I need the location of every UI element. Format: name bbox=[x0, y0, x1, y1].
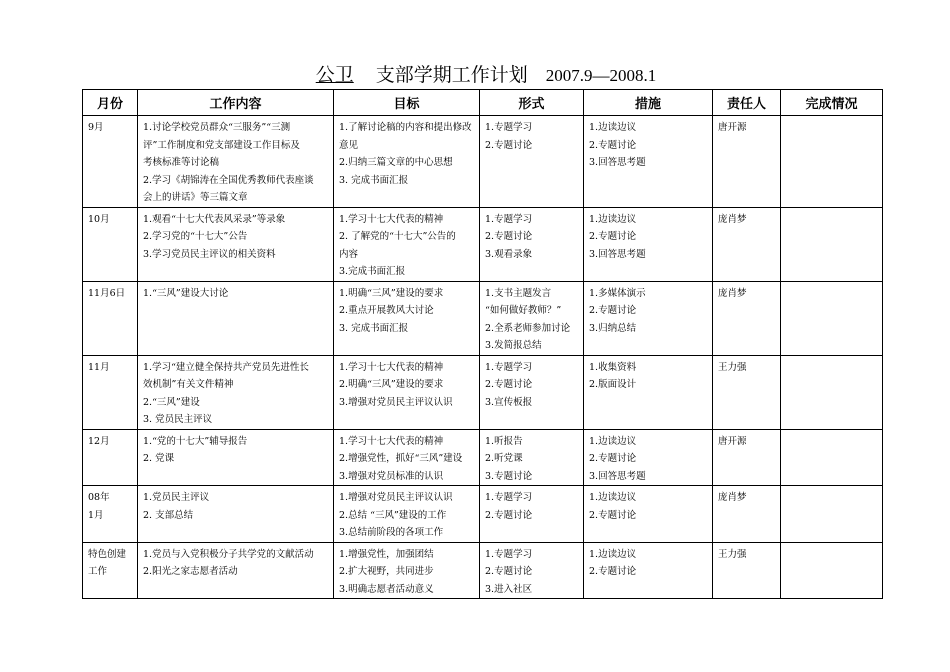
cell-line: 2.听党课 bbox=[485, 453, 523, 464]
cell-line: 庞肖梦 bbox=[718, 287, 747, 299]
cell-content bbox=[138, 116, 334, 208]
cell-line: 2.增强党性，抓好“三风”建设 bbox=[339, 453, 463, 464]
cell-line: 1.增强对党员民主评议认识 bbox=[339, 492, 453, 503]
table-row bbox=[83, 207, 883, 281]
cell-goal bbox=[334, 542, 480, 599]
cell-line: 庞肖梦 bbox=[718, 213, 747, 225]
cell-line: 1.支书主题发言 bbox=[485, 287, 552, 299]
cell-line: 2.总结 “三风”建设的工作 bbox=[339, 509, 447, 521]
page-title bbox=[0, 64, 950, 87]
title-department: 公卫 bbox=[315, 64, 354, 86]
cell-line: 2. 支部总结 bbox=[143, 509, 194, 521]
cell-line: 2.阳光之家志愿者活动 bbox=[143, 566, 238, 577]
cell-line: 1.明确“三风”建设的要求 bbox=[339, 287, 444, 299]
cell-line: 工作 bbox=[88, 566, 108, 577]
cell-line: 3.观看录象 bbox=[485, 248, 533, 260]
cell-line: 2.全系老师参加讨论 bbox=[485, 322, 571, 334]
header-goal: 目标 bbox=[334, 90, 480, 116]
cell-line: 会上的讲话》等三篇文章 bbox=[143, 192, 248, 203]
cell-owner bbox=[713, 281, 781, 355]
cell-form bbox=[480, 542, 584, 599]
cell-content bbox=[138, 486, 334, 543]
cell-line: 2.专题讨论 bbox=[485, 379, 533, 390]
cell-line: 1.学习“建立健全保持共产党员先进性长 bbox=[143, 361, 309, 373]
work-plan-table bbox=[82, 89, 883, 599]
cell-goal bbox=[334, 281, 480, 355]
cell-line: 1.边读边议 bbox=[589, 492, 637, 503]
cell-line: 3.明确志愿者活动意义 bbox=[339, 583, 434, 595]
cell-line: 1.专题学习 bbox=[485, 361, 533, 373]
cell-goal bbox=[334, 116, 480, 208]
cell-goal bbox=[334, 207, 480, 281]
cell-measure bbox=[584, 429, 713, 486]
cell-status bbox=[781, 207, 883, 281]
cell-owner bbox=[713, 116, 781, 208]
cell-line: 2.专题讨论 bbox=[485, 231, 533, 242]
table-row bbox=[83, 116, 883, 208]
cell-month bbox=[83, 542, 138, 599]
cell-line: 1.学习十七大代表的精神 bbox=[339, 213, 444, 225]
cell-line: 意见 bbox=[339, 139, 359, 151]
table-body bbox=[83, 116, 883, 599]
cell-content bbox=[138, 207, 334, 281]
cell-form bbox=[480, 486, 584, 543]
cell-line: 2.学习《胡锦涛在全国优秀教师代表座谈 bbox=[143, 174, 314, 186]
cell-line: 1.专题学习 bbox=[485, 213, 533, 225]
cell-line: 3.回答思考题 bbox=[589, 470, 646, 482]
cell-line: 1.收集资料 bbox=[589, 361, 637, 373]
cell-line: 3.归纳总结 bbox=[589, 322, 637, 334]
cell-line: 2.专题讨论 bbox=[589, 231, 637, 242]
cell-line: 10月 bbox=[88, 213, 110, 225]
cell-content bbox=[138, 429, 334, 486]
cell-line: 王力强 bbox=[718, 548, 747, 560]
table-row bbox=[83, 281, 883, 355]
cell-line: 2.学习党的“十七大”公告 bbox=[143, 231, 248, 242]
cell-line: 2. 了解党的“十七大”公告的 bbox=[339, 231, 456, 242]
cell-line: 1.增强党性，加强团结 bbox=[339, 548, 434, 560]
cell-line: 3.总结前阶段的各项工作 bbox=[339, 527, 444, 538]
cell-line: 1.学习十七大代表的精神 bbox=[339, 361, 444, 373]
cell-line: 1月 bbox=[88, 509, 104, 521]
cell-content bbox=[138, 281, 334, 355]
cell-status bbox=[781, 486, 883, 543]
cell-measure bbox=[584, 207, 713, 281]
cell-line: 3.增强对党员民主评议认识 bbox=[339, 396, 453, 408]
cell-month bbox=[83, 116, 138, 208]
cell-form bbox=[480, 429, 584, 486]
cell-month bbox=[83, 355, 138, 429]
cell-line: 1.讨论学校党员群众“三服务”“三测 bbox=[143, 122, 291, 133]
cell-line: “如何做好教师？” bbox=[485, 305, 562, 316]
cell-line: 庞肖梦 bbox=[718, 492, 747, 503]
cell-form bbox=[480, 207, 584, 281]
cell-line: 3.回答思考题 bbox=[589, 157, 646, 168]
cell-line: 1.“党的十七大”辅导报告 bbox=[143, 435, 248, 447]
cell-line: 3.学习党员民主评议的相关资料 bbox=[143, 248, 276, 260]
cell-status bbox=[781, 355, 883, 429]
cell-line: 内容 bbox=[339, 248, 359, 260]
cell-line: 1.了解讨论稿的内容和提出修改 bbox=[339, 122, 472, 133]
cell-line: 2.版面设计 bbox=[589, 379, 637, 390]
cell-line: 2.“三风”建设 bbox=[143, 396, 200, 408]
cell-line: 王力强 bbox=[718, 361, 747, 373]
cell-line: 2.归纳三篇文章的中心思想 bbox=[339, 157, 453, 168]
cell-content bbox=[138, 355, 334, 429]
cell-owner bbox=[713, 486, 781, 543]
cell-month bbox=[83, 281, 138, 355]
cell-status bbox=[781, 429, 883, 486]
cell-goal bbox=[334, 355, 480, 429]
cell-line: 1.观看“十七大代表风采录”等录象 bbox=[143, 213, 286, 225]
cell-line: 3.完成书面汇报 bbox=[339, 266, 406, 277]
cell-form bbox=[480, 116, 584, 208]
cell-line: 1.专题学习 bbox=[485, 122, 533, 133]
cell-measure bbox=[584, 542, 713, 599]
cell-line: 3. 完成书面汇报 bbox=[339, 322, 409, 334]
cell-line: 2.专题讨论 bbox=[589, 566, 637, 577]
cell-line: 9月 bbox=[88, 122, 104, 133]
cell-line: 3. 党员民主评议 bbox=[143, 414, 213, 425]
cell-line: 唐开源 bbox=[718, 435, 747, 447]
cell-status bbox=[781, 281, 883, 355]
cell-line: 2.扩大视野，共同进步 bbox=[339, 566, 434, 577]
cell-line: 11月 bbox=[88, 361, 110, 373]
cell-owner bbox=[713, 542, 781, 599]
cell-month bbox=[83, 207, 138, 281]
cell-line: 2.专题讨论 bbox=[485, 566, 533, 577]
cell-line: 1.多媒体演示 bbox=[589, 287, 646, 299]
cell-line: 3.回答思考题 bbox=[589, 248, 646, 260]
cell-line: 2.专题讨论 bbox=[589, 453, 637, 464]
header-form: 形式 bbox=[480, 90, 584, 116]
header-measure: 措施 bbox=[584, 90, 713, 116]
cell-line: 2.重点开展教风大讨论 bbox=[339, 305, 434, 316]
cell-line: 1.党员民主评议 bbox=[143, 492, 210, 503]
header-status: 完成情况 bbox=[781, 90, 883, 116]
cell-measure bbox=[584, 281, 713, 355]
cell-line: 1.边读边议 bbox=[589, 213, 637, 225]
cell-content bbox=[138, 542, 334, 599]
cell-line: 1.听报告 bbox=[485, 435, 523, 447]
table-row bbox=[83, 429, 883, 486]
header-month: 月份 bbox=[83, 90, 138, 116]
cell-measure bbox=[584, 355, 713, 429]
title-main: 支部学期工作计划 bbox=[375, 64, 528, 86]
cell-line: 1.边读边议 bbox=[589, 122, 637, 133]
cell-owner bbox=[713, 429, 781, 486]
cell-line: 1.专题学习 bbox=[485, 548, 533, 560]
cell-line: 1.党员与入党积极分子共学党的文献活动 bbox=[143, 548, 314, 560]
cell-form bbox=[480, 281, 584, 355]
cell-line: 1.“三风”建设大讨论 bbox=[143, 287, 229, 299]
cell-measure bbox=[584, 486, 713, 543]
cell-line: 2.专题讨论 bbox=[589, 139, 637, 151]
header-row bbox=[83, 90, 883, 116]
cell-month bbox=[83, 429, 138, 486]
cell-line: 2.专题讨论 bbox=[485, 139, 533, 151]
cell-line: 唐开源 bbox=[718, 122, 747, 133]
cell-line: 3.进入社区 bbox=[485, 583, 533, 595]
cell-line: 2.明确“三风”建设的要求 bbox=[339, 379, 444, 390]
cell-goal bbox=[334, 486, 480, 543]
cell-status bbox=[781, 116, 883, 208]
cell-line: 11月6日 bbox=[88, 287, 126, 299]
cell-line: 1.边读边议 bbox=[589, 548, 637, 560]
cell-line: 08年 bbox=[88, 492, 110, 503]
cell-line: 效机制”有关文件精神 bbox=[143, 379, 234, 390]
cell-form bbox=[480, 355, 584, 429]
title-date-range: 2007.9—2008.1 bbox=[545, 66, 657, 85]
cell-line: 评”工作制度和党支部建设工作目标及 bbox=[143, 139, 300, 151]
cell-measure bbox=[584, 116, 713, 208]
header-owner: 责任人 bbox=[713, 90, 781, 116]
cell-line: 1.边读边议 bbox=[589, 435, 637, 447]
table-row bbox=[83, 486, 883, 543]
cell-owner bbox=[713, 355, 781, 429]
cell-line: 1.学习十七大代表的精神 bbox=[339, 435, 444, 447]
cell-line: 特色创建 bbox=[88, 548, 127, 560]
cell-line: 3.专题讨论 bbox=[485, 470, 533, 482]
cell-line: 2.专题讨论 bbox=[485, 509, 533, 521]
header-content: 工作内容 bbox=[138, 90, 334, 116]
cell-owner bbox=[713, 207, 781, 281]
cell-line: 3.增强对党员标准的认识 bbox=[339, 470, 444, 482]
cell-line: 3. 完成书面汇报 bbox=[339, 174, 409, 186]
cell-line: 2.专题讨论 bbox=[589, 509, 637, 521]
cell-line: 1.专题学习 bbox=[485, 492, 533, 503]
cell-month bbox=[83, 486, 138, 543]
cell-line: 考核标准等讨论稿 bbox=[143, 157, 220, 168]
cell-line: 12月 bbox=[88, 435, 110, 447]
cell-line: 3.发简报总结 bbox=[485, 340, 542, 351]
table-row bbox=[83, 355, 883, 429]
cell-line: 2.专题讨论 bbox=[589, 305, 637, 316]
table-row bbox=[83, 542, 883, 599]
cell-line: 3.宣传板报 bbox=[485, 396, 533, 408]
cell-goal bbox=[334, 429, 480, 486]
cell-status bbox=[781, 542, 883, 599]
cell-line: 2. 党课 bbox=[143, 453, 175, 464]
